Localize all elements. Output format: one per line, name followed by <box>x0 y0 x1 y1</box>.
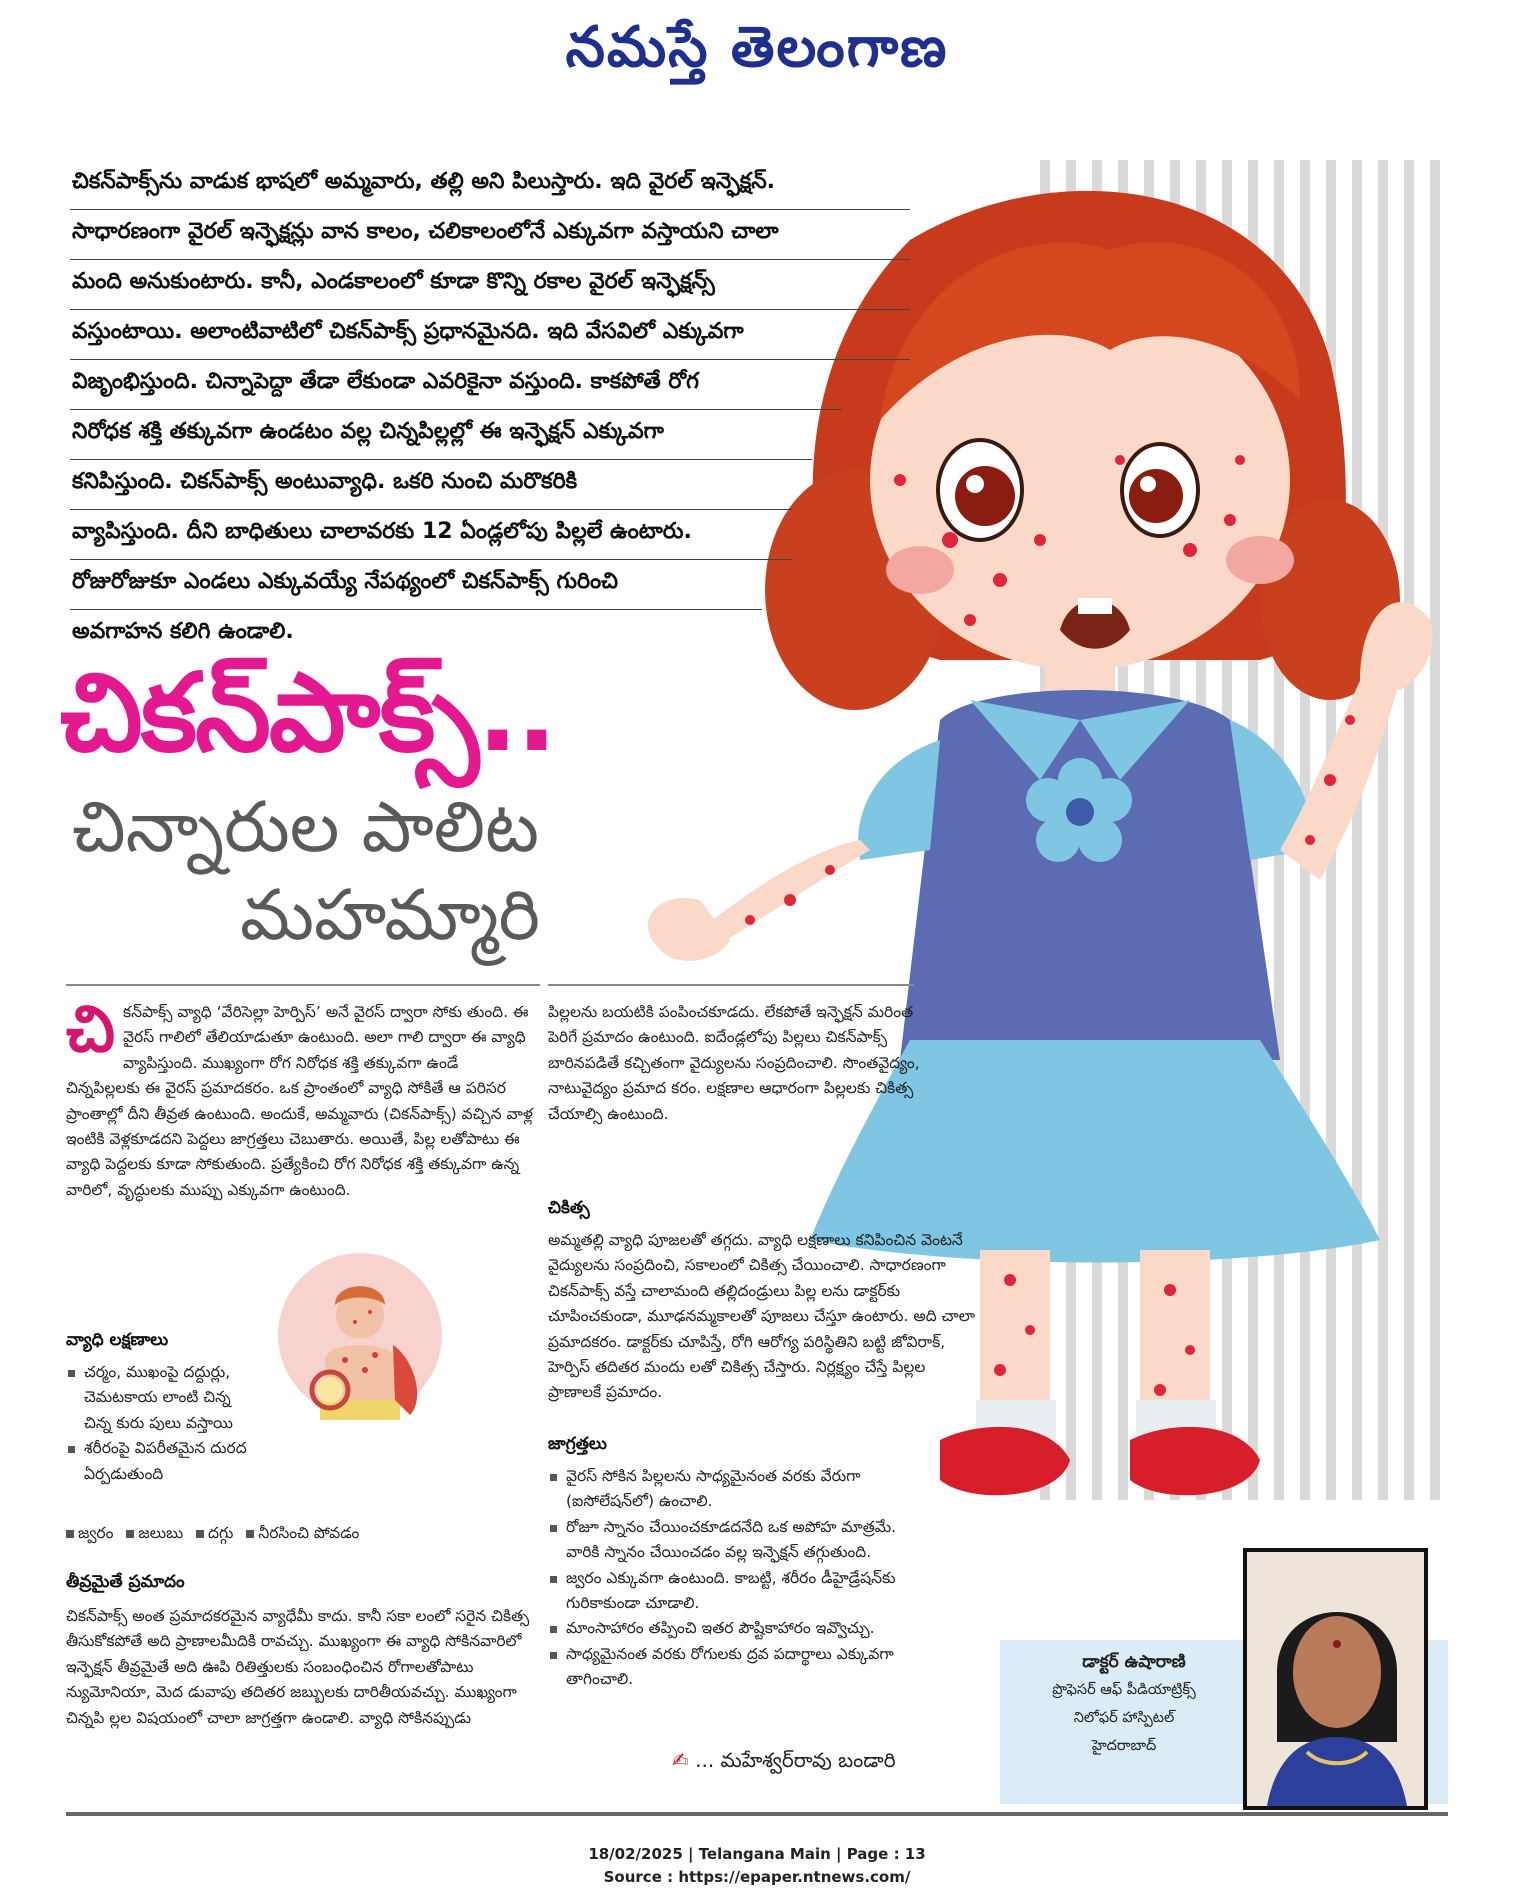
footer-date-edition: 18/02/2025 | Telangana Main | Page : 13 <box>588 1845 926 1863</box>
doctor-title: ప్రొఫెసర్ ఆఫ్ పీడియాట్రిక్స్ <box>1052 1682 1196 1698</box>
list-item: సాధ్యమైనంత వరకు రోగులకు ద్రవ పదార్థాలు ఎక్కువగా తాగించాలి. <box>548 1642 918 1693</box>
list-item: చర్మం, ముఖంపై దద్దుర్లు, చెమటకాయ లాంటి చిన్న చిన్న కురు పులు వస్తాయి <box>66 1360 256 1436</box>
body-text: తుంది. ఈ వైరస్ గాలిలో తేలియాడుతూ ఉంటుంది. అలా <box>123 1003 529 1047</box>
doctor-name: డాక్టర్ ఉషారాణి <box>1082 1652 1186 1672</box>
page-bottom-rule <box>66 1812 1448 1816</box>
symptoms-heading: వ్యాధి లక్షణాలు <box>66 1330 169 1350</box>
intro-line: నిరోధక శక్తి తక్కువగా ఉండటం వల్ల చిన్నపిల్లల్లో ఈ ఇన్ఫెక్షన్ ఎక్కువగా <box>70 410 812 460</box>
headline-sub-line1: చిన్నారుల పాలిట <box>72 786 540 868</box>
headline-sub-line2: మహమ్మారి <box>240 874 541 956</box>
intro-line: మంది అనుకుంటారు. కానీ, ఎండకాలంలో కూడా కొన్ని రకాల వైరల్ ఇన్ఫెక్షన్స్ <box>70 260 910 310</box>
article-column-2: పిల్లలను బయటికి పంపించకూడదు. లేకపోతే ఇన్ఫెక్షన్ మరింత పెరిగే ప్రమాదం ఉంటుంది. ఐదేండ్లలోపు పిల్లలు చికన్‌పాక్స్ బారినపడితే కచ్చితంగా వైద్యులను సంప్రదించాలి. సొంతవైద్యం, నాటువైద్యం ప్రమాద కరం. లక్షణాల ఆధారంగా పిల్లలకు చికిత్స చేయాల్సి ఉంటుంది. <box>548 1003 920 1123</box>
drop-cap: చి <box>66 993 116 1067</box>
intro-paragraph <box>70 160 910 659</box>
list-item: దగ్గు <box>208 1524 234 1542</box>
treatment-text: అమ్మతల్లి వ్యాధి పూజలతో తగ్గదు. వ్యాధి లక్షణాలు కనిపించిన వెంటనే వైద్యులను సంప్రదించి, సకాలంలో చికిత్స చేయించాలి. సాధారణంగా చికన్‌పాక్స్ వస్తే చాలామంది తల్లిదండ్రులు పిల్ల లను డాక్టర్‌కు చూపించకుండా, మూఢనమ్మకాలతో పూజలు చేస్తూ ఉంటారు. అది చాలా ప్రమాదకరం. డాక్టర్‌కు చూపిస్తే, రోగి ఆరోగ్య పరిస్థితిని బట్టి జోవిరాక్, హెర్పిస్ తదితర మందు లతో చికిత్స చేస్తారు. నిర్లక్ష్యం చేస్తే పిల్లల ప్రాణాలకే ప్రమాదం. <box>548 1231 975 1402</box>
footer-source: Source : https://epaper.ntnews.com/ <box>603 1868 911 1886</box>
intro-line: వస్తుంటాయి. అలాంటివాటిలో చికన్‌పాక్స్ ప్రధానమైనది. ఇది వేసవిలో ఎక్కువగా <box>70 310 910 360</box>
section-divider <box>548 984 914 986</box>
section-divider <box>66 984 540 986</box>
headline-main: చికన్‌పాక్స్.. <box>60 651 556 776</box>
list-item: నీరసించి పోవడం <box>258 1524 360 1542</box>
precautions-heading: జాగ్రత్తలు <box>548 1434 607 1454</box>
sick-boy-inset-illustration <box>275 1250 445 1420</box>
list-item: మాంసాహారం తప్పించి ఇతర పౌష్టికాహారం ఇవ్వొచ్చు. <box>548 1616 918 1641</box>
list-item: జ్వరం ఎక్కువగా ఉంటుంది. కాబట్టి, శరీరం డీహైడ్రేషన్‌కు గురికాకుండా చూడాలి. <box>548 1566 918 1617</box>
list-item: వైరస్ సోకిన పిల్లలను సాధ్యమైనంత వరకు వేరుగా (ఐసోలేషన్‌లో) ఉంచాలి. <box>548 1464 918 1515</box>
intro-line: సాధారణంగా వైరల్ ఇన్ఫెక్షన్లు వాన కాలం, చలికాలంలోనే ఎక్కువగా వస్తాయని చాలా <box>70 210 910 260</box>
intro-line: అవగాహన కలిగి ఉండాలి. <box>72 619 294 644</box>
doctor-hospital: నిలోఫర్ హాస్పిటల్ <box>1073 1710 1175 1726</box>
article-column-1 <box>66 993 536 1203</box>
masthead-logo: నమస్తే తెలంగాణ <box>565 14 949 80</box>
doctor-city: హైదరాబాద్ <box>1091 1738 1157 1754</box>
body-text: గాలి ద్వారా ఈ వ్యాధి వ్యాపిస్తుంది. ముఖ్యంగా రోగ నిరోధక శక్తి తక్కువగా ఉండే చిన్నపిల్లలకు ఈ వైరస్ ప్రమాదకరం. ఒక ప్రాంతంలో వ్యాధి సోకితే ఆ పరిసర ప్రాంతాల్లో దీని తీవ్రత ఉంటుంది. అందుకే, అమ్మవారు (చికన్‌పాక్స్) వచ్చిన వాళ్ల ఇంటికి వెళ్లకూడదని పెద్దలు జాగ్రత్తలు చెబుతారు. అయితే, పిల్ల లతోపాటు ఈ వ్యాధి పెద్దలకు కూడా సోకుతుంది. ప్రత్యేకించి రోగ నిరోధక శక్తి తక్కువగా ఉన్న వారిలో, వృద్ధులకు ముప్పు ఎక్కువగా ఉంటుంది. <box>66 1028 533 1199</box>
treatment-heading: చికిత్స <box>548 1198 590 1218</box>
danger-text: చికన్‌పాక్స్ అంత ప్రమాదకరమైన వ్యాధేమీ కాదు. కానీ సకా లంలో సరైన చికిత్స తీసుకోకపోతే అది ప్రాణాలమీదికి రావచ్చు. ముఖ్యంగా ఈ వ్యాధి సోకినవారిలో ఇన్ఫెక్షన్ తీవ్రమైతే అది ఊపి రితిత్తులకు సంబంధించిన రోగాలతోపాటు న్యుమోనియా, మెద డువాపు తదితర జబ్బులకు దారితీయవచ్చు. ముఖ్యంగా చిన్నపి ల్లల విషయంలో చాలా జాగ్రత్తగా ఉండాలి. వ్యాధి సోకినప్పుడు <box>66 1607 530 1727</box>
pen-icon: ✍ <box>672 1748 689 1772</box>
body-text: కన్‌పాక్స్ వ్యాధి ‘వేరిసెల్లా హెర్పిస్’ అనే వైరస్ ద్వారా సోకు <box>123 1003 462 1021</box>
intro-line: కనిపిస్తుంది. చికన్‌పాక్స్ అంటువ్యాధి. ఒకరి నుంచి మరొకరికి <box>70 460 792 510</box>
list-item: జలుబు <box>138 1524 184 1542</box>
intro-line: వ్యాపిస్తుంది. దీని బాధితులు చాలావరకు 12 ఏండ్లలోపు పిల్లలే ఉంటారు. <box>70 510 792 560</box>
symptoms-list <box>66 1360 256 1487</box>
intro-line: విజృంభిస్తుంది. చిన్నాపెద్దా తేడా లేకుండా ఎవరికైనా వస్తుంది. కాకపోతే రోగ <box>70 360 842 410</box>
list-item: రోజూ స్నానం చేయించకూడదనేది ఒక అపోహ మాత్రమే. వారికి స్నానం చేయించడం వల్ల ఇన్ఫెక్షన్ తగ్గుతుంది. <box>548 1515 918 1566</box>
danger-heading: తీవ్రమైతే ప్రమాదం <box>66 1572 185 1592</box>
intro-line: రోజురోజుకూ ఎండలు ఎక్కువయ్యే నేపథ్యంలో చికన్‌పాక్స్ గురించి <box>70 560 762 610</box>
intro-line: చికన్‌పాక్స్‌ను వాడుక భాషలో అమ్మవారు, తల్లి అని పిలుస్తారు. ఇది వైరల్ ఇన్ఫెక్షన్. <box>70 160 910 210</box>
precautions-list <box>548 1464 918 1693</box>
symptoms-inline-list <box>66 1524 359 1546</box>
list-item: శరీరంపై విపరీతమైన దురద ఏర్పడుతుంది <box>66 1436 256 1487</box>
list-item: జ్వరం <box>78 1524 114 1542</box>
doctor-photo <box>1243 1548 1428 1810</box>
author-byline: ✍ ... మహేశ్వర్‌రావు బండారి <box>672 1748 896 1772</box>
